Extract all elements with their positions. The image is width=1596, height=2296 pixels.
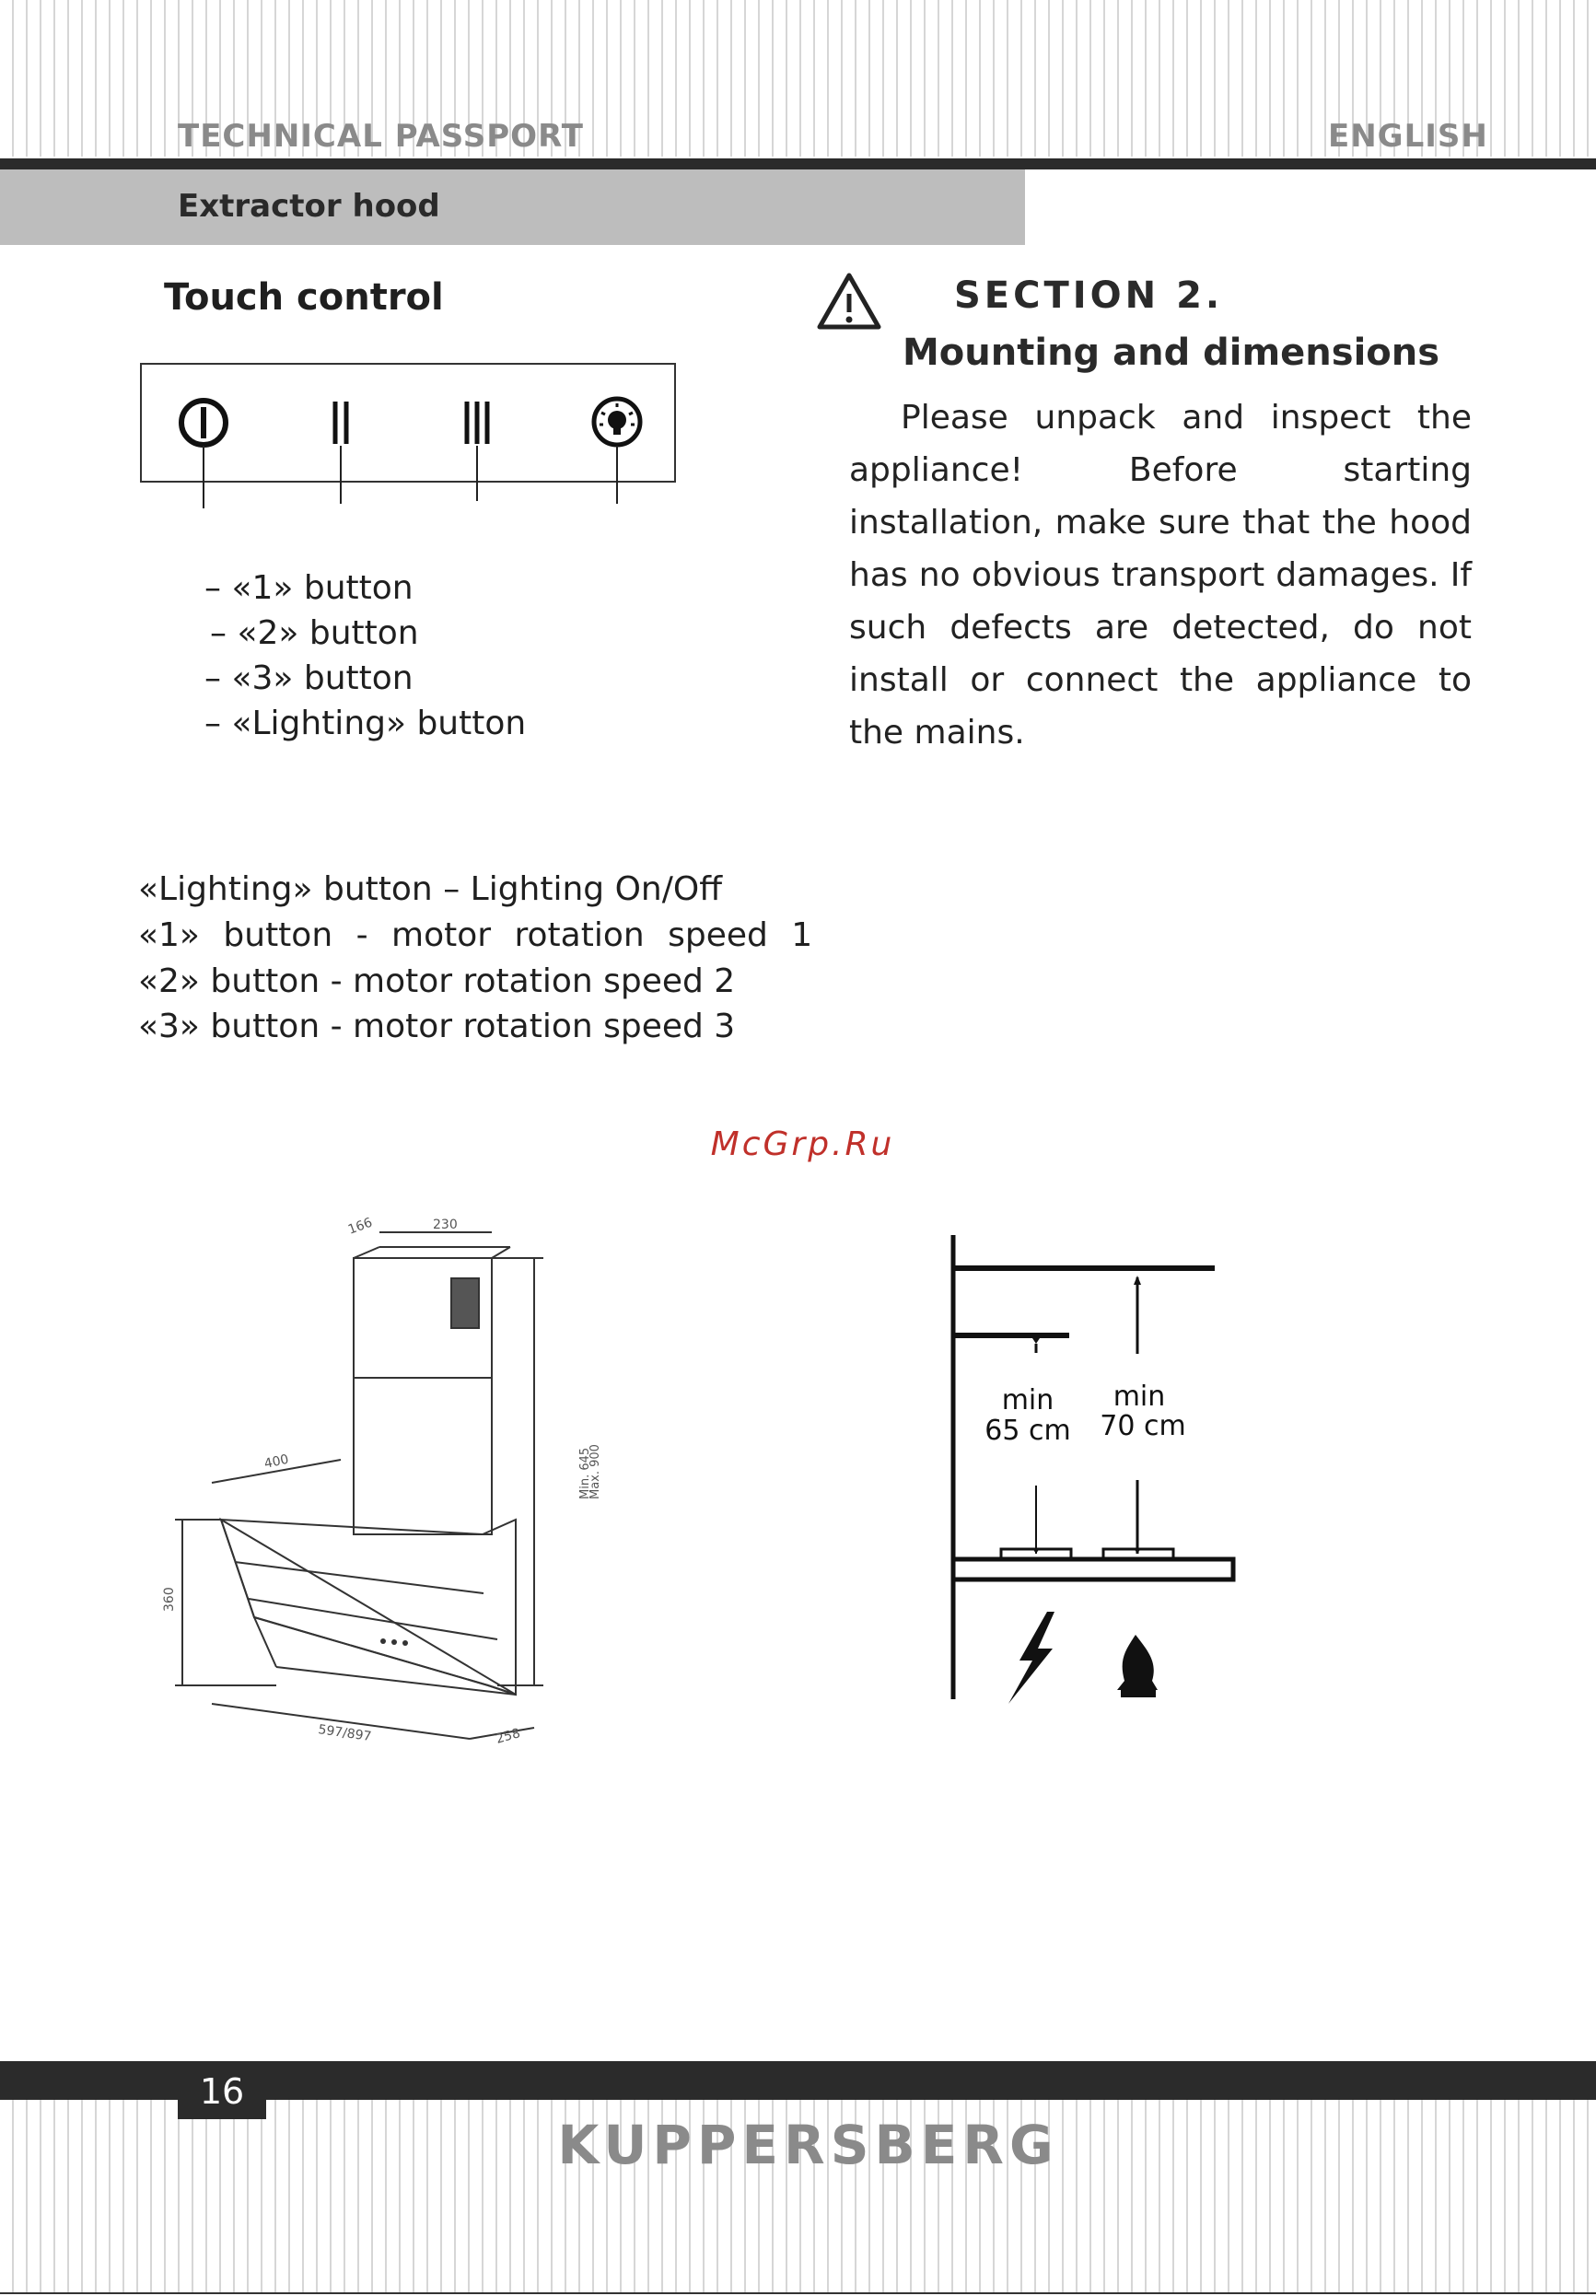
title-band [0,169,1025,245]
clearance-label: 65 cm [984,1415,1071,1447]
doc-type-label: TECHNICAL PASSPORT [178,118,584,155]
legend-item: – «2» button [210,614,419,652]
dimension-label: 400 [262,1451,290,1472]
dimension-label: 230 [433,1218,458,1232]
instructions-paragraph: Please unpack and inspect the appliance! Before starting installation, make sure that the hood has no obvious transport damages. If such defects are detected, do not install or connect the appliance to the mains. [849,399,1472,752]
legend-item: – «Lighting» button [204,705,527,742]
dimension-label: 597/897 [317,1722,373,1745]
legend-item: – «1» button [204,569,414,607]
brand-logo: KUPPERSBERG [557,2114,1059,2176]
control-panel-diagram [138,361,682,508]
dimension-label: Min. 645 [578,1447,592,1499]
clearance-label: min [1001,1384,1054,1416]
touch-control-heading: Touch control [164,276,444,319]
clearance-drawing [944,1230,1248,1708]
header-divider [0,158,1596,169]
function-line: «1» button - motor rotation speed 1 [138,916,813,954]
electric-icon [1008,1612,1054,1704]
dimension-label: 258 [494,1726,522,1747]
dimension-label: 166 [345,1215,375,1238]
legend-item: – «3» button [204,659,414,697]
dimension-label: Max. 900 [588,1444,602,1499]
section-title: SECTION 2. [954,274,1224,317]
product-title: Extractor hood [178,188,440,225]
warning-icon [816,272,882,331]
clearance-label: min [1113,1381,1166,1413]
watermark: McGrp.Ru [710,1125,895,1163]
clearance-label: 70 cm [1100,1410,1186,1442]
dimension-label: 360 [162,1587,177,1612]
function-line: «Lighting» button – Lighting On/Off [138,870,723,908]
section-subtitle: Mounting and dimensions [903,332,1440,374]
function-line: «2» button - motor rotation speed 2 [138,962,736,1000]
function-line: «3» button - motor rotation speed 3 [138,1008,736,1045]
bottom-rule [0,2292,1596,2294]
gas-flame-icon [1117,1635,1158,1697]
dimension-drawing [162,1206,626,1759]
language-label: ENGLISH [1328,118,1488,155]
page-number: 16 [178,2061,266,2119]
